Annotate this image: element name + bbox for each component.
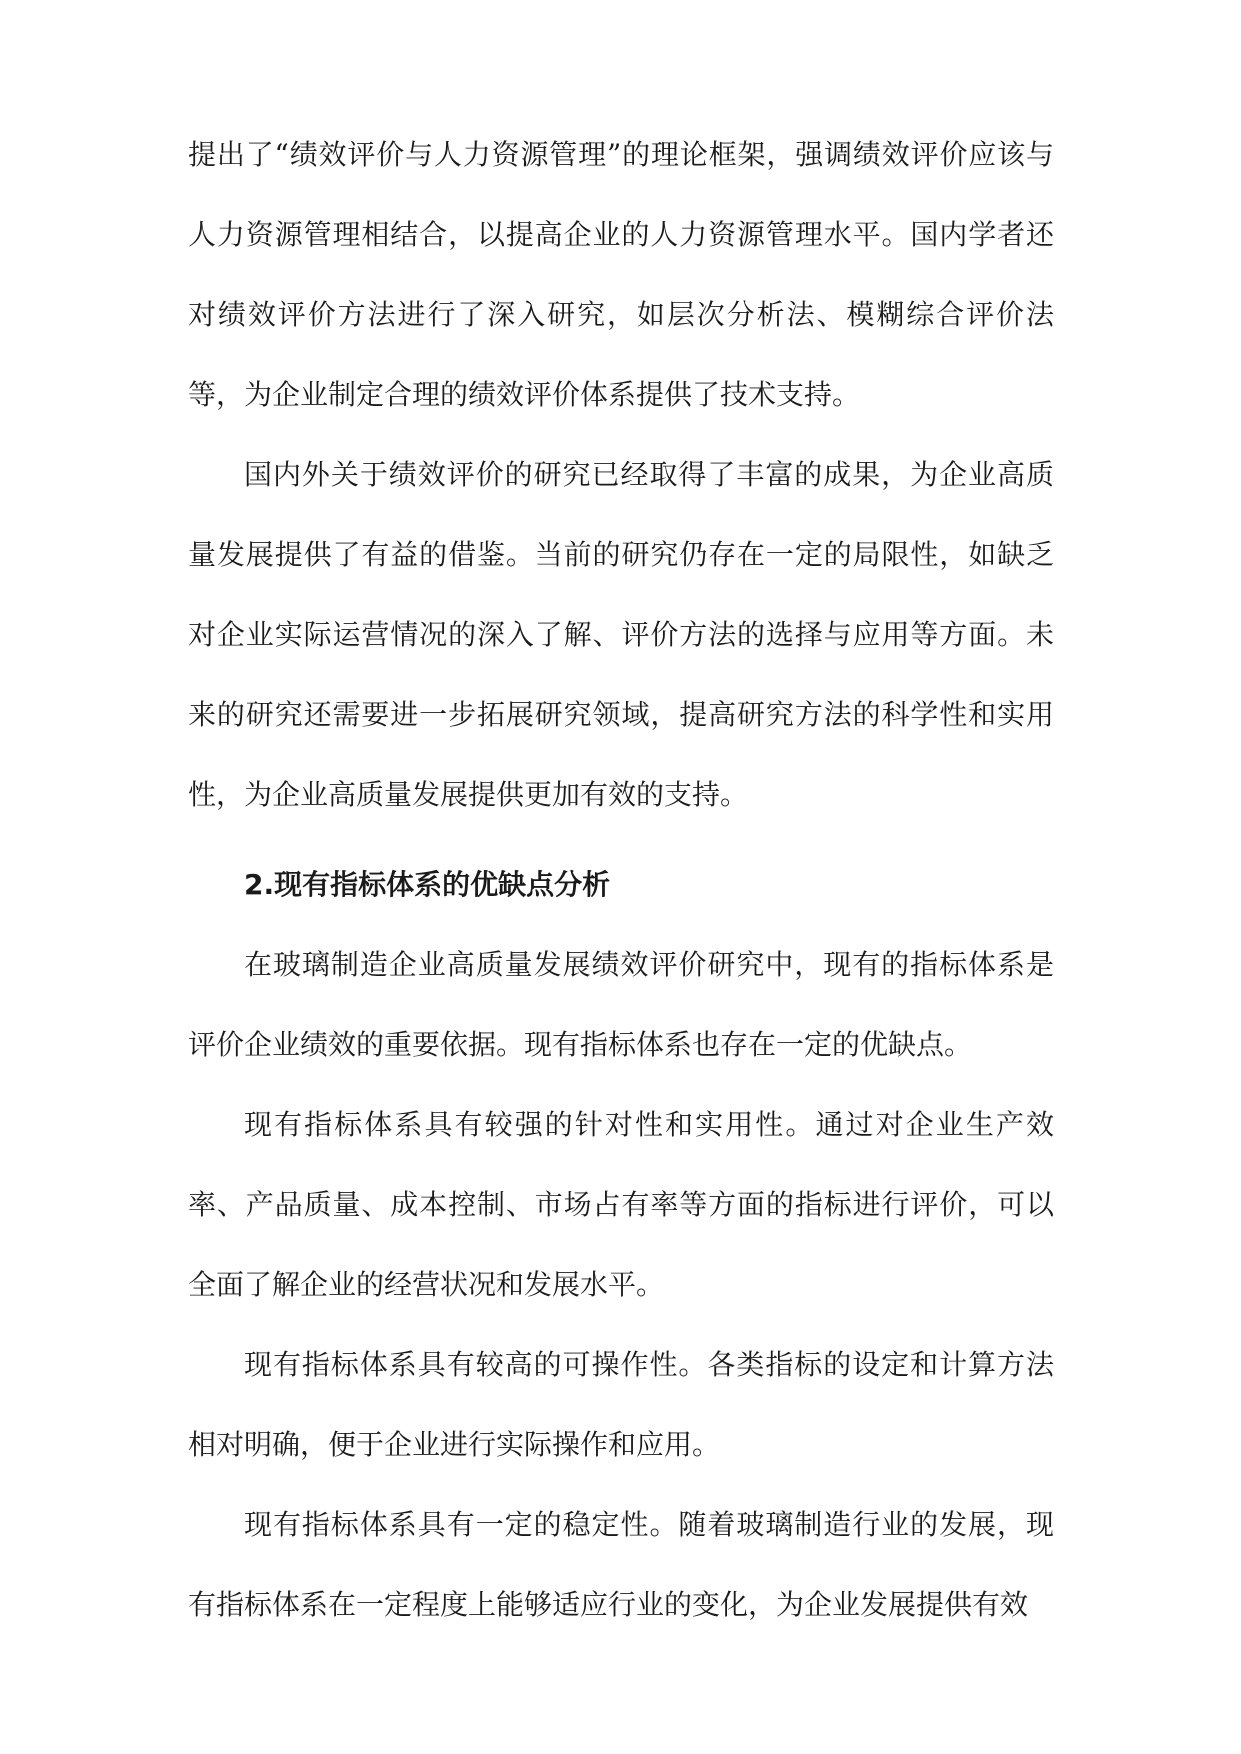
paragraph-indicator-operability: 现有指标体系具有较高的可操作性。各类指标的设定和计算方法相对明确，便于企业进行实际操作和应用。 [188, 1348, 1054, 1461]
paragraph-indicator-system-intro: 在玻璃制造企业高质量发展绩效评价研究中，现有的指标体系是评价企业绩效的重要依据。现有指标体系也存在一定的优缺点。 [188, 948, 1054, 1061]
paragraph-research-summary: 国内外关于绩效评价的研究已经取得了丰富的成果，为企业高质量发展提供了有益的借鉴。当前的研究仍存在一定的局限性，如缺乏对企业实际运营情况的深入了解、评价方法的选择与应用等方面。未来的研究还需要进一步拓展研究领域，提高研究方法的科学性和实用性，为企业高质量发展提供更加有效的支持。 [188, 458, 1054, 811]
paragraph-continued-theory-framework: 提出了“绩效评价与人力资源管理”的理论框架，强调绩效评价应该与人力资源管理相结合，以提高企业的人力资源管理水平。国内学者还对绩效评价方法进行了深入研究，如层次分析法、模糊综合评价法等，为企业制定合理的绩效评价体系提供了技术支持。 [188, 138, 1054, 411]
paragraph-indicator-practicality: 现有指标体系具有较强的针对性和实用性。通过对企业生产效率、产品质量、成本控制、市场占有率等方面的指标进行评价，可以全面了解企业的经营状况和发展水平。 [188, 1108, 1054, 1301]
section-heading: 2.现有指标体系的优缺点分析 [244, 868, 611, 901]
paragraph-indicator-stability: 现有指标体系具有一定的稳定性。随着玻璃制造行业的发展，现有指标体系在一定程度上能够适应行业的变化，为企业发展提供有效 [188, 1508, 1054, 1621]
